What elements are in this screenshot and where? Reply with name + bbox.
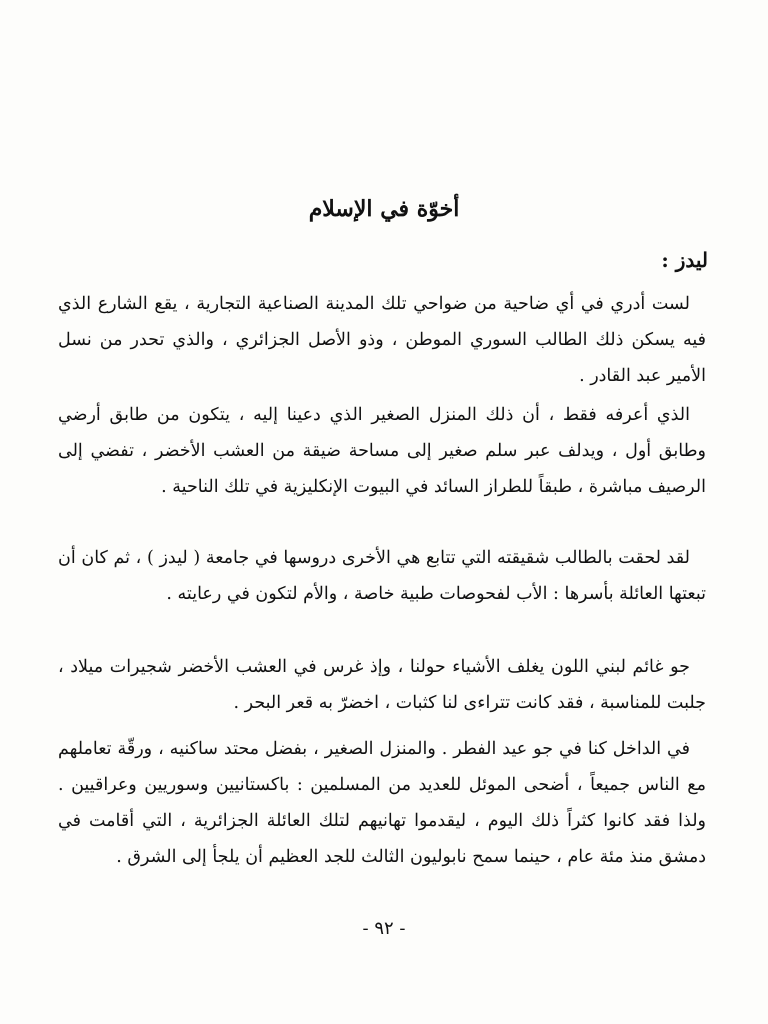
paragraph-4 [58,649,706,721]
page-number: - ٩٢ - [362,918,406,939]
paragraph-3 [58,540,706,612]
paragraph-text: في الداخل كنا في جو عيد الفطر . والمنزل الصغير ، بفضل محتد ساكنيه ، ورقّة تعاملهم مع الناس جميعاً ، أضحى الموئل للعديد من المسلمين : باكستانيين وسوريين وعراقيين . ولذا فقد كانوا كثراً ذلك اليوم ، ليقدموا تهانيهم لتلك العائلة الجزائرية ، التي أقامت في دمشق منذ مئة عام ، حينما سمح نابوليون الثالث للجد العظيم أن يلجأ إلى الشرق . [58,739,706,867]
paragraph-1 [58,286,706,394]
paragraph-text: الذي أعرفه فقط ، أن ذلك المنزل الصغير الذي دعينا إليه ، يتكون من طابق أرضي وطابق أول ، ويدلف عبر سلم صغير إلى مساحة ضيقة من العشب الأخضر ، تفضي إلى الرصيف مباشرة ، طبقاً للطراز السائد في البيوت الإنكليزية في تلك الناحية . [58,405,706,497]
place-heading: ليدز : [661,248,708,272]
paragraph-text: لست أدري في أي ضاحية من ضواحي تلك المدينة الصناعية التجارية ، يقع الشارع الذي فيه يسكن ذلك الطالب السوري الموطن ، وذو الأصل الجزائري ، والذي تحدر من نسل الأمير عبد القادر . [58,294,706,386]
paragraph-2 [58,397,706,505]
paragraph-text: لقد لحقت بالطالب شقيقته التي تتابع هي الأخرى دروسها في جامعة ( ليدز ) ، ثم كان أن تبعتها العائلة بأسرها : الأب لفحوصات طبية خاصة ، والأم لتكون في رعايته . [58,548,706,604]
page-title: أخوّة في الإسلام [308,196,460,222]
paragraph-5 [58,731,706,875]
paragraph-text: جو غائم لبني اللون يغلف الأشياء حولنا ، وإذ غرس في العشب الأخضر شجيرات ميلاد ، جلبت للمناسبة ، فقد كانت تتراءى لنا كثبات ، اخضرّ به قعر البحر . [58,657,706,713]
